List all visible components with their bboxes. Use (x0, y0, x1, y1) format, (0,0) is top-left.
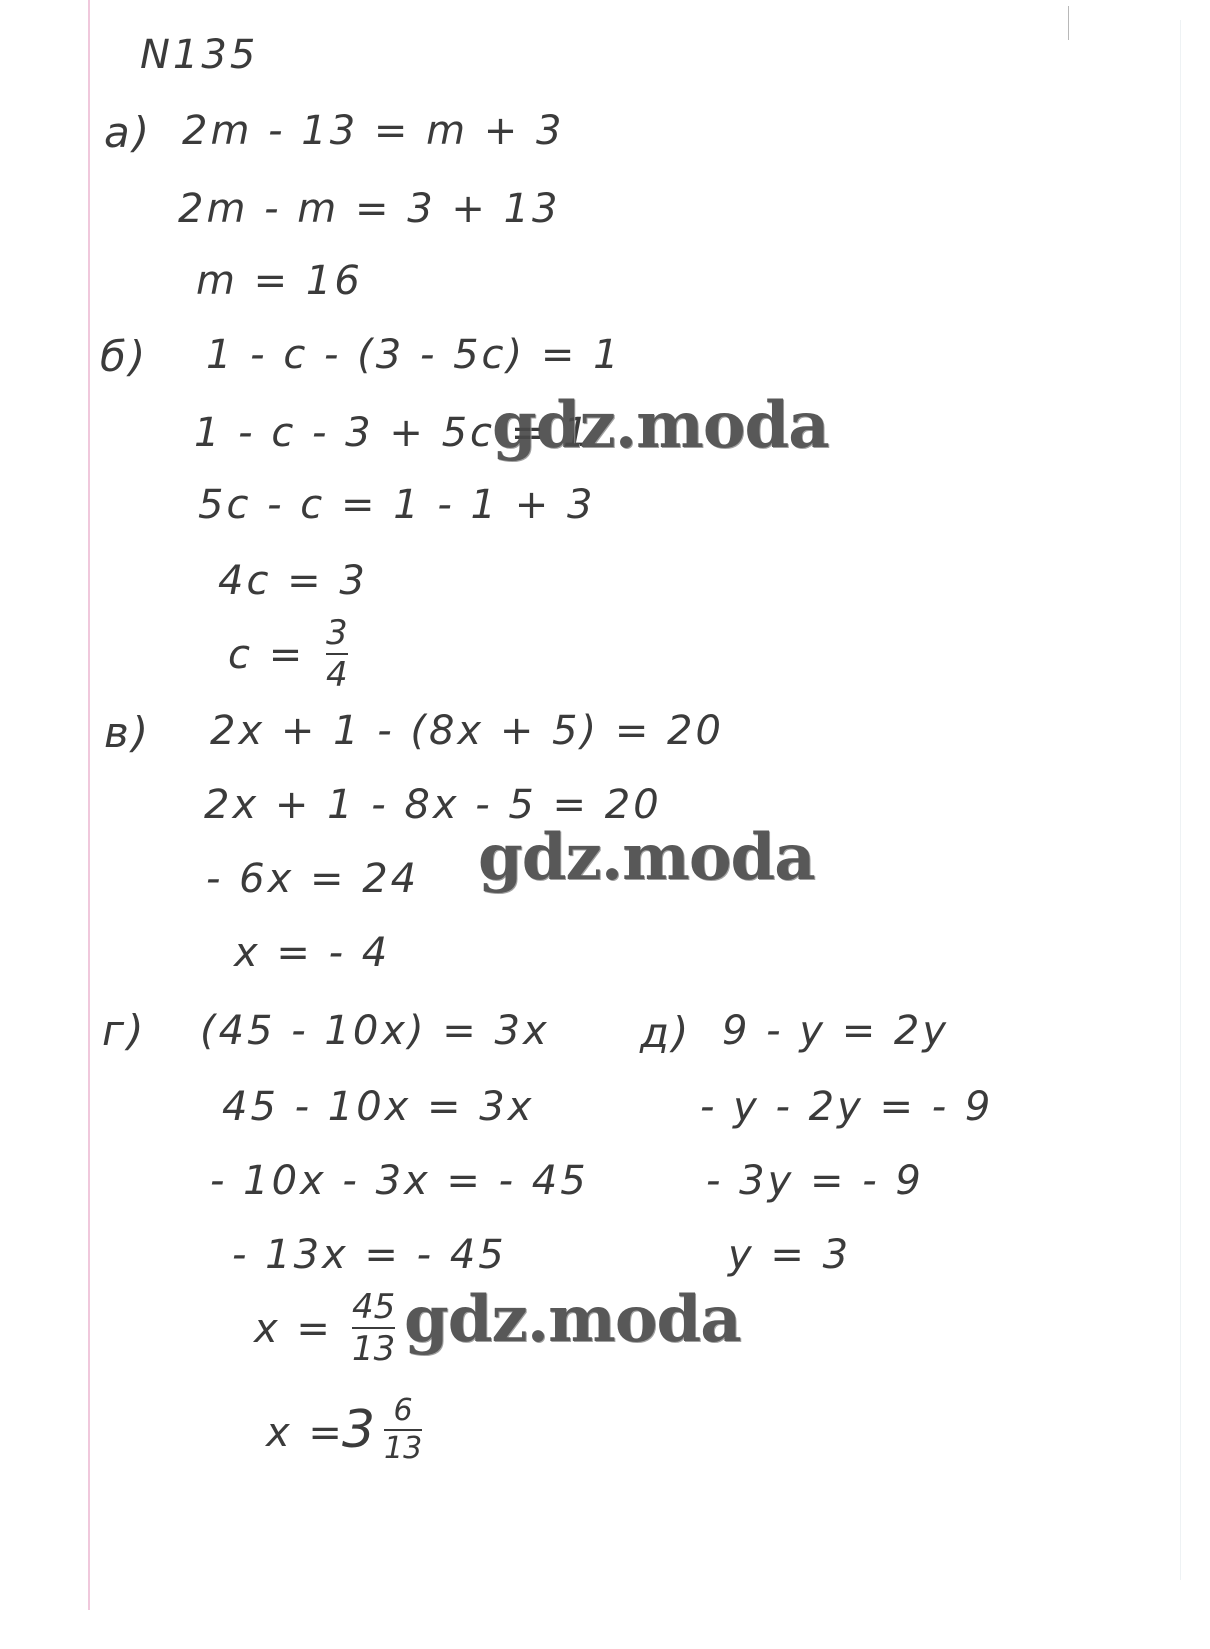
part-g-label: г) (102, 1006, 147, 1055)
watermark-2: gdz.moda (478, 820, 815, 895)
part-b-fraction (326, 613, 348, 695)
part-d-line-2: - y - 2y = - 9 (700, 1084, 994, 1130)
watermark-3: gdz.moda (404, 1282, 741, 1357)
part-g-mixed-prefix: x = (266, 1410, 345, 1456)
part-b-label: б) (100, 332, 149, 381)
watermark-1: gdz.moda (492, 388, 829, 463)
part-a-line-3: m = 16 (196, 258, 363, 304)
part-g-fraction-prefix: x = (254, 1306, 333, 1352)
part-g-line-2: 45 - 10x = 3x (222, 1084, 535, 1130)
part-b-line-3: 5c - c = 1 - 1 + 3 (198, 482, 596, 528)
part-g-fraction-numerator: 45 (352, 1287, 396, 1327)
part-g-line-3: - 10x - 3x = - 45 (210, 1158, 589, 1204)
part-g-line-1: (45 - 10x) = 3x (200, 1008, 550, 1054)
part-v-label: в) (104, 708, 152, 757)
part-b-line-1: 1 - c - (3 - 5c) = 1 (206, 332, 622, 378)
part-g-mixed-whole: 3 (342, 1400, 379, 1460)
part-g-mixed-fraction (384, 1393, 423, 1466)
ruling-line (1180, 20, 1181, 1580)
part-b-line-4: 4c = 3 (218, 558, 368, 604)
part-v-line-3: - 6x = 24 (206, 856, 420, 902)
part-g-line-4: - 13x = - 45 (232, 1232, 507, 1278)
part-v-line-4: x = - 4 (234, 930, 391, 976)
part-d-line-1: 9 - y = 2y (722, 1008, 950, 1054)
part-v-line-1: 2x + 1 - (8x + 5) = 20 (210, 708, 724, 754)
part-g-fraction (352, 1287, 396, 1369)
part-v-line-2: 2x + 1 - 8x - 5 = 20 (204, 782, 662, 828)
part-d-line-4: y = 3 (728, 1232, 852, 1278)
part-b-fraction-numerator: 3 (326, 613, 348, 653)
part-g-fraction-denominator: 13 (352, 1329, 396, 1369)
part-d-line-3: - 3y = - 9 (706, 1158, 924, 1204)
part-a-line-1: 2m - 13 = m + 3 (182, 108, 565, 154)
part-d-label: д) (640, 1008, 692, 1057)
page-edge-line (1068, 6, 1069, 40)
part-b-fraction-denominator: 4 (326, 655, 348, 695)
part-g-mixed-denominator: 13 (384, 1431, 423, 1466)
margin-line (88, 0, 90, 1610)
part-a-label: а) (104, 108, 153, 157)
part-g-mixed-numerator: 6 (393, 1393, 413, 1428)
problem-number: N135 (140, 32, 259, 78)
part-b-line-2: 1 - c - 3 + 5c = 1 (194, 410, 592, 456)
part-a-line-2: 2m - m = 3 + 13 (178, 186, 561, 232)
part-b-final-prefix: c = (228, 632, 306, 678)
